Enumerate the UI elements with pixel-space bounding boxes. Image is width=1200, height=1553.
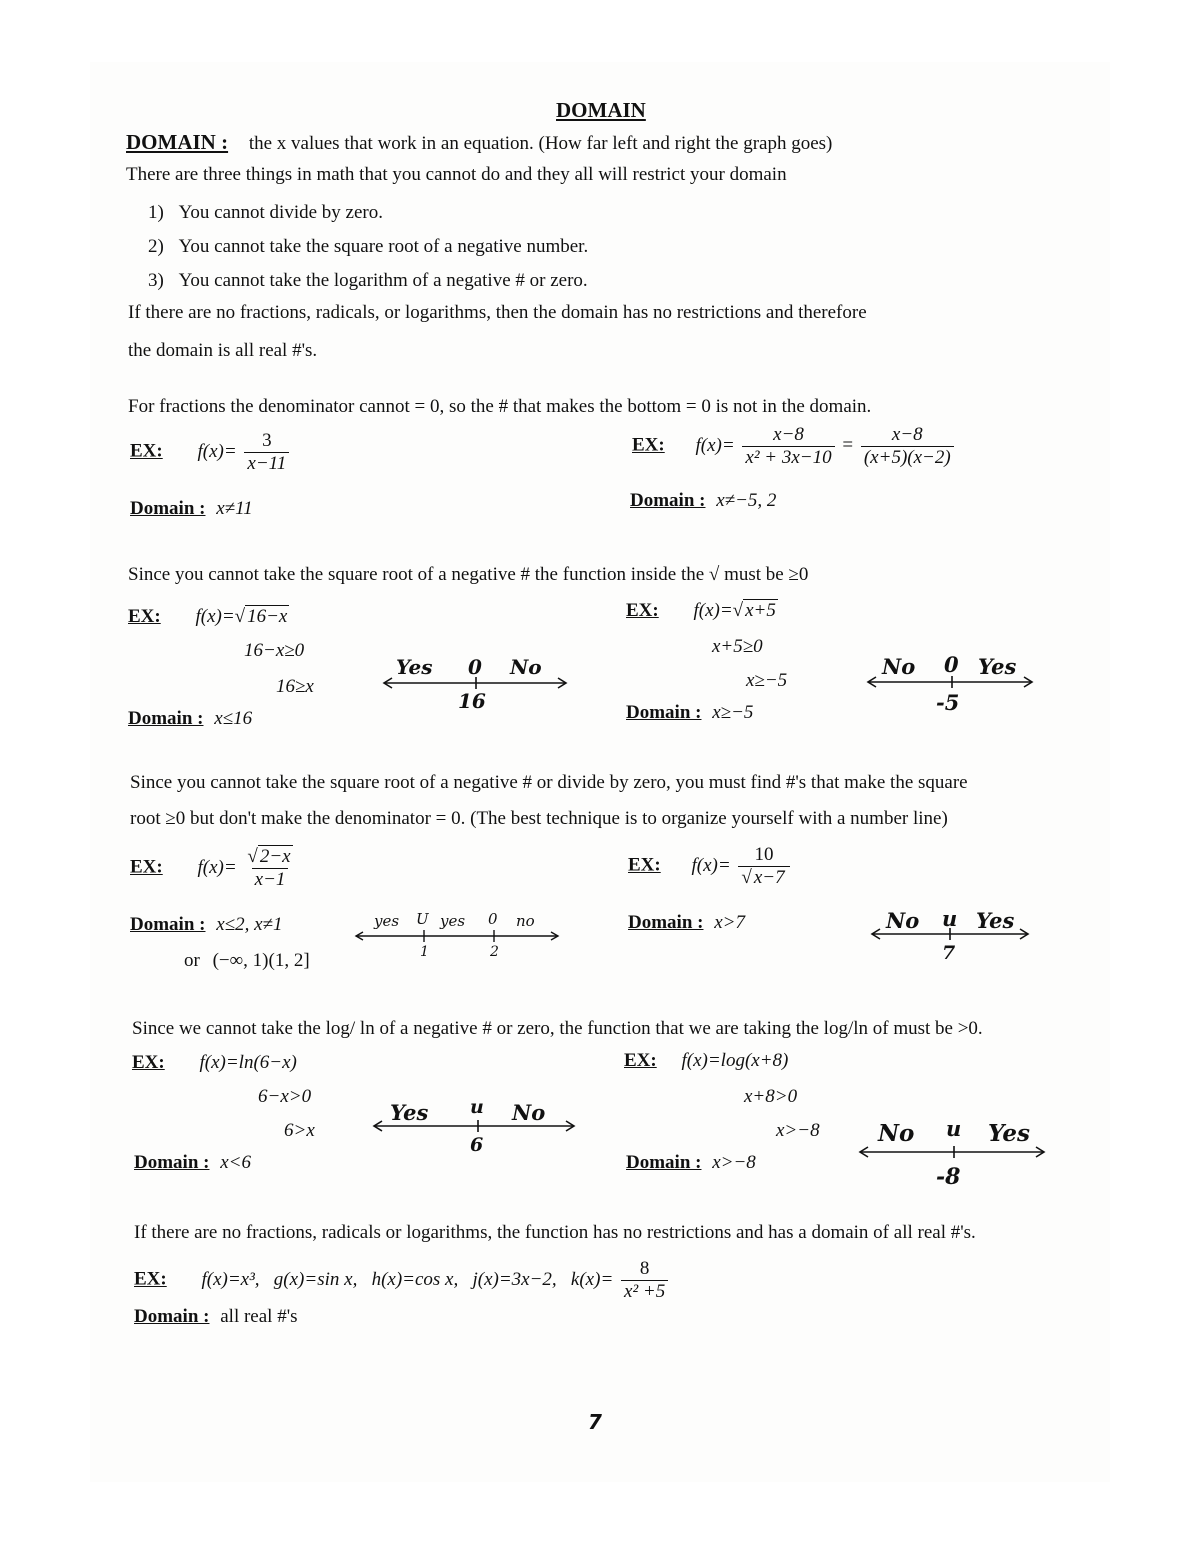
log-domain-1 [134,1152,251,1174]
domain-label: Domain : [130,914,206,935]
number-line-value: 7 [942,942,956,964]
number-line-value: 2 [490,944,499,960]
radicand: x−7 [753,866,785,888]
number-line-value: 16 [458,689,486,713]
definition-text: the x values that work in an equation. (How far left and right the graph goes) [248,133,833,154]
denominator: x−11 [244,452,289,475]
domain-label: Domain : [626,702,702,723]
function-lhs: f(x)= [691,854,731,876]
number-line-right-label: No [510,655,542,679]
rule-text: You cannot divide by zero. [178,202,383,223]
rule-2 [148,236,588,258]
definition-line [126,130,832,155]
number-line-left-label: Yes [396,655,433,679]
numerator: x−8 [773,424,804,445]
fractions-example-1 [130,430,292,475]
fractions-intro: For fractions the denominator cannot = 0, so the # that makes the bottom = 0 is not in the domain. [128,396,872,417]
number-line-right-label: No [512,1100,546,1125]
log-intro: Since we cannot take the log/ ln of a negative # or zero, the function that we are taking the log/ln of must be >0. [132,1018,983,1039]
fraction [244,430,289,475]
numerator: 8 [639,1258,650,1279]
number-line-label: yes [440,912,466,930]
rule-number: 3) [148,270,164,291]
fraction [621,1258,668,1303]
fraction [244,846,295,891]
sqrt-step-1b: x+5≥0 [712,636,763,657]
sqrt-step-1: 16−x≥0 [244,640,305,661]
radical-sign: √ [732,600,744,621]
log-step-2b: x>−8 [776,1120,820,1141]
domain-label: Domain : [628,912,704,933]
domain-value: all real #'s [220,1306,298,1327]
number-line-label: yes [374,912,400,930]
domain-label: Domain : [630,490,706,511]
intro-text: There are three things in math that you cannot do and they all will restrict your domain [126,164,787,185]
domain-value: x≠11 [216,498,253,519]
numerator: 10 [754,844,774,865]
domain-value: x≠−5, 2 [716,490,777,511]
sqrt-example-1 [128,606,289,628]
function-expression: f(x)=log(x+8) [681,1050,789,1071]
fractions-example-2 [632,424,957,469]
number-line [370,1096,582,1158]
combo-interval-1 [184,950,310,972]
radicand: 16−x [247,606,288,627]
function-expression: f(x)=ln(6−x) [199,1052,297,1073]
combo-example-1 [130,846,299,891]
rule-number: 2) [148,236,164,257]
function-lhs: f(x)= [695,434,735,456]
number-line-label: no [516,912,535,930]
all-real-example [134,1258,671,1303]
number-line-value: 1 [420,944,429,960]
no-restriction-line-2: the domain is all real #'s. [128,340,318,361]
number-line-mid-label: u [946,1116,962,1141]
sqrt-domain-1 [128,708,252,730]
rule-number: 1) [148,202,164,223]
domain-value: x>−8 [712,1152,756,1173]
interval-notation: (−∞, 1)(1, 2] [212,950,310,971]
sqrt-step-2: 16≥x [276,676,314,697]
example-label: EX: [632,434,665,456]
sqrt-domain-2 [626,702,753,724]
radical-sign: √ [234,606,246,627]
number-line-left-label: Yes [390,1100,429,1125]
log-example-2 [624,1050,788,1072]
numerator: x−8 [891,424,923,445]
function-lhs: f(x)= [693,600,733,621]
no-restriction-line-1: If there are no fractions, radicals, or logarithms, then the domain has no restrictions and therefore [128,302,867,323]
domain-label: Domain : [128,708,204,729]
domain-label: Domain : [134,1152,210,1173]
number-line [856,1116,1052,1194]
number-line [352,910,567,966]
denominator [738,866,789,889]
all-real-domain [134,1306,298,1328]
rule-1 [148,202,383,224]
function-lhs: f(x)= [197,856,237,878]
combo-intro-2: root ≥0 but don't make the denominator = 0. (The best technique is to organize yourself with a number line) [130,808,948,829]
radical-sign: √ [741,866,752,888]
domain-label: Domain : [626,1152,702,1173]
radicand: 2−x [259,846,291,867]
page-title: DOMAIN [556,98,646,122]
function-list: f(x)=x³, g(x)=sin x, h(x)=cos x, j(x)=3x−2, k(x)= [201,1268,614,1290]
numerator [244,846,295,868]
number-line-label: 0 [488,910,498,928]
example-label: EX: [628,854,661,876]
domain-value: x≤16 [214,708,253,729]
denominator: (x+5)(x−2) [861,446,954,469]
rule-text: You cannot take the square root of a negative number. [178,236,589,257]
number-line-right-label: Yes [988,1120,1031,1147]
or-label: or [184,950,200,971]
combo-domain-1 [130,914,282,936]
domain-value: x<6 [220,1152,251,1173]
example-label: EX: [132,1052,165,1073]
domain-value: x≤2, x≠1 [216,914,283,935]
example-label: EX: [134,1268,167,1290]
domain-value: x≥−5 [712,702,754,723]
number-line [864,652,1044,715]
denominator: x² + 3x−10 [742,446,834,469]
sqrt-step-2b: x≥−5 [746,670,788,691]
sqrt-example-2 [626,600,778,622]
number-line [380,655,580,715]
number-line-value: 6 [470,1134,484,1156]
number-line-mid-label: u [942,906,958,931]
number-line-left-label: No [882,654,916,679]
number-line-label: U [416,910,429,928]
log-step-1b: x+8>0 [744,1086,798,1107]
radical-sign: √ [247,846,258,867]
log-domain-2 [626,1152,756,1174]
all-real-intro: If there are no fractions, radicals or logarithms, the function has no restrictions and has a domain of all real #'s. [134,1222,976,1243]
combo-example-2 [628,844,793,889]
number-line-left-label: No [878,1120,915,1147]
fraction [738,844,789,889]
fraction [742,424,834,469]
number-line-mid-label: 0 [468,655,482,679]
number-line-value: -5 [936,690,960,715]
log-example-1 [132,1052,297,1074]
log-step-1: 6−x>0 [258,1086,312,1107]
example-label: EX: [130,440,163,462]
number-line-left-label: No [886,908,920,933]
function-lhs: f(x)= [195,606,235,627]
rule-text: You cannot take the logarithm of a negative # or zero. [178,270,588,291]
number-line-right-label: Yes [978,654,1017,679]
number-line-mid-label: 0 [944,652,959,677]
example-label: EX: [624,1050,657,1071]
log-step-2: 6>x [284,1120,315,1141]
sqrt-intro: Since you cannot take the square root of a negative # the function inside the √ must be ≥0 [128,564,809,585]
domain-label: Domain : [130,498,206,519]
page-number: 7 [588,1410,602,1434]
numerator: 3 [262,430,272,451]
rule-3 [148,270,588,292]
example-label: EX: [626,600,659,621]
denominator: x² +5 [621,1280,668,1303]
example-label: EX: [130,856,163,878]
definition-term: DOMAIN : [126,130,229,154]
fractions-domain-2 [630,490,776,512]
domain-label: Domain : [134,1306,210,1327]
denominator: x−1 [252,868,289,891]
function-lhs: f(x)= [197,440,237,462]
fraction [861,424,954,469]
number-line-value: -8 [936,1164,961,1190]
radicand: x+5 [745,600,776,621]
equals-sign: = [842,434,854,456]
combo-intro-1: Since you cannot take the square root of a negative # or divide by zero, you must find #'s that make the square [130,772,968,793]
domain-value: x>7 [714,912,745,933]
number-line-right-label: Yes [976,908,1015,933]
example-label: EX: [128,606,161,627]
fractions-domain-1 [130,498,253,520]
number-line-mid-label: u [470,1096,484,1118]
combo-domain-2 [628,912,745,934]
number-line [868,904,1038,968]
